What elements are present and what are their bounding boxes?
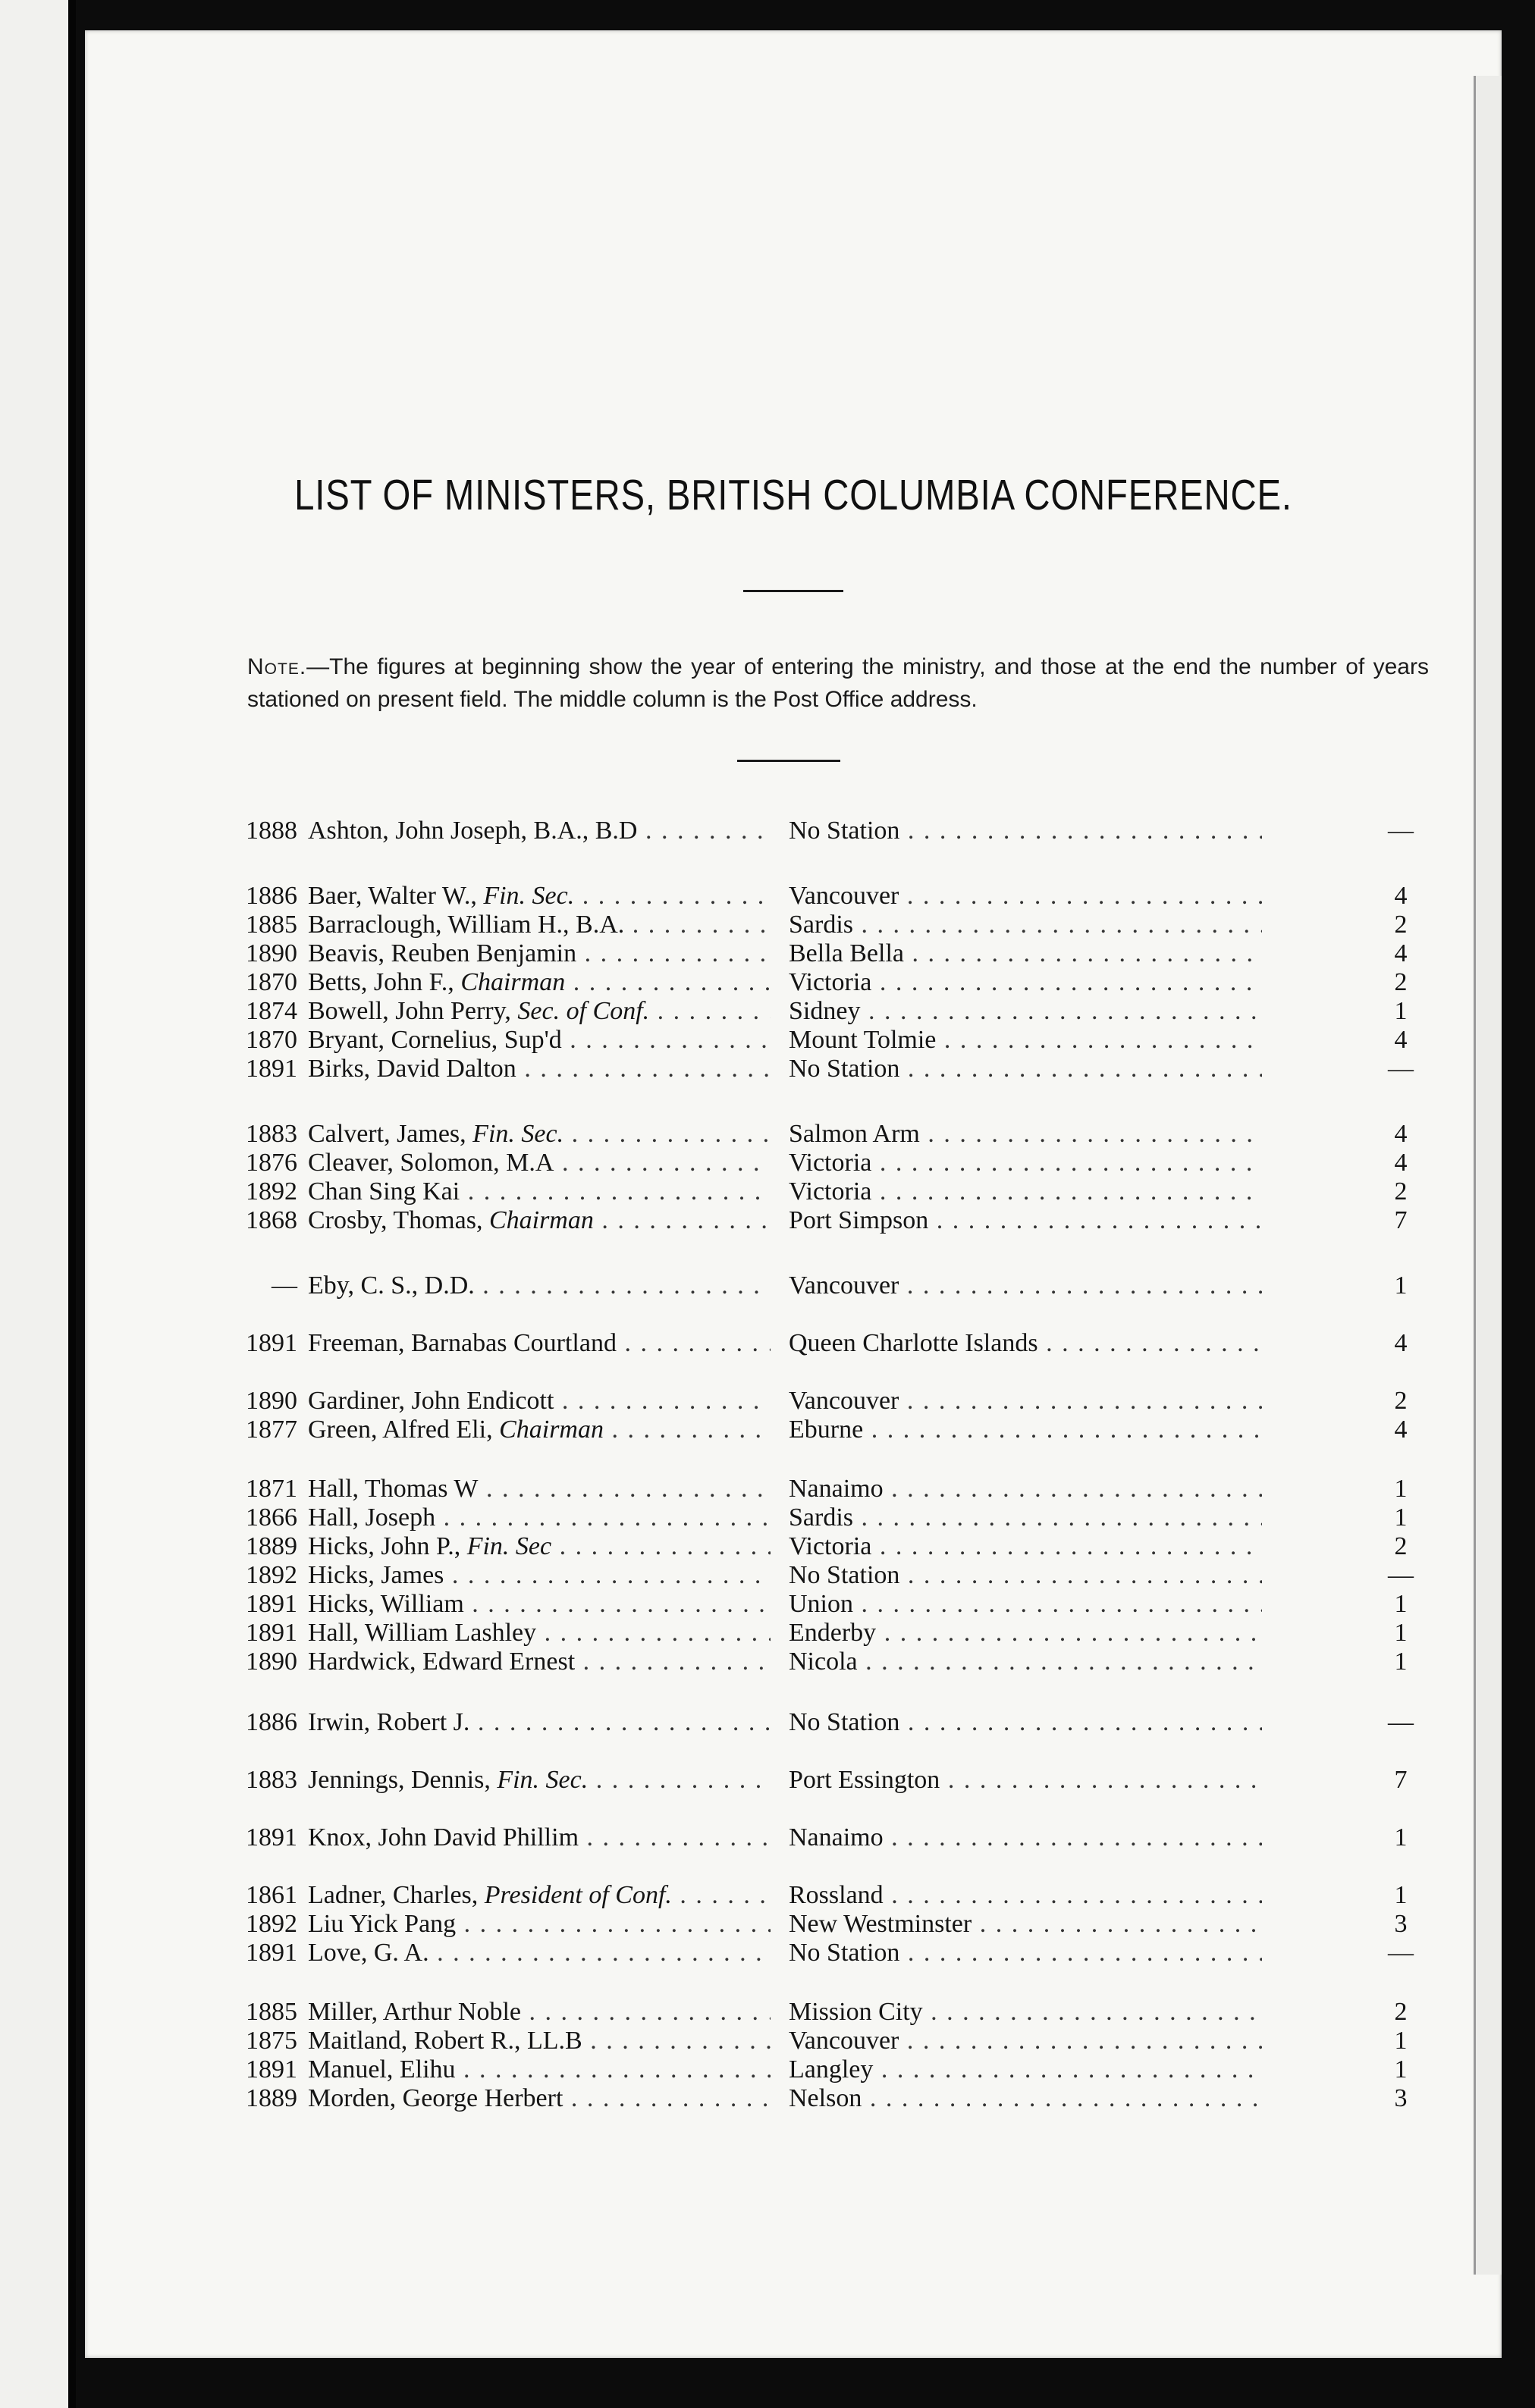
- post-office-address: Victoria . . .: [789, 1177, 1262, 1207]
- years-stationed: 2: [1394, 911, 1408, 939]
- years-stationed: 3: [1394, 2084, 1408, 2112]
- minister-name-text: Liu Yick Pang: [308, 1910, 457, 1938]
- minister-name-text: Cleaver, Solomon, M.A: [308, 1149, 554, 1177]
- minister-office-title: Fin. Sec.: [497, 1766, 589, 1794]
- minister-name-text: Freeman, Barnabas Courtland: [308, 1329, 617, 1357]
- years-stationed: 4: [1394, 1416, 1408, 1444]
- years-stationed: —: [1388, 817, 1414, 845]
- minister-name: [308, 1206, 771, 1236]
- years-stationed: 3: [1394, 1910, 1408, 1938]
- entry-year: 1891: [246, 1055, 297, 1083]
- entry-year: 1892: [246, 1177, 297, 1206]
- minister-row: [238, 1328, 1426, 1359]
- minister-name: [308, 1880, 771, 1911]
- minister-row: [238, 1474, 1426, 1504]
- post-office-address: Port Essington . . .: [789, 1765, 1262, 1795]
- post-office-address: New Westminster . . .: [789, 1909, 1262, 1939]
- post-office-address: No Station . . .: [789, 1054, 1262, 1084]
- minister-name: [308, 1119, 771, 1149]
- minister-name: [308, 1271, 771, 1301]
- minister-name-text: Hicks, John P.,: [308, 1532, 467, 1560]
- post-office-address: Vancouver . . .: [789, 881, 1262, 911]
- minister-name-text: Green, Alfred Eli,: [308, 1416, 500, 1444]
- minister-name: [308, 910, 771, 940]
- minister-row: [238, 1823, 1426, 1853]
- minister-name-text: Hall, William Lashley: [308, 1619, 537, 1647]
- minister-row: [238, 1177, 1426, 1207]
- years-stationed: —: [1388, 1561, 1414, 1589]
- minister-name: [308, 2026, 771, 2056]
- entry-year: 1890: [246, 939, 297, 967]
- post-office-address: No Station . . .: [789, 1938, 1262, 1968]
- entry-year: 1892: [246, 1910, 297, 1938]
- minister-name-text: Ladner, Charles,: [308, 1881, 485, 1909]
- entry-year: 1891: [246, 1939, 297, 1967]
- years-stationed: 4: [1394, 1149, 1408, 1177]
- minister-row: [238, 1025, 1426, 1055]
- minister-name-text: Hall, Thomas W: [308, 1475, 479, 1503]
- entry-year: 1876: [246, 1149, 297, 1177]
- minister-name: [308, 2083, 771, 2114]
- years-stationed: 1: [1394, 1590, 1408, 1618]
- years-stationed: 1: [1394, 1881, 1408, 1909]
- entry-year: 1892: [246, 1561, 297, 1589]
- minister-name-text: Irwin, Robert J.: [308, 1708, 470, 1736]
- minister-name-text: Manuel, Elihu: [308, 2055, 456, 2083]
- minister-name: [308, 1647, 771, 1677]
- minister-name: [308, 1025, 771, 1055]
- minister-name: [308, 1177, 771, 1207]
- minister-name-text: Birks, David Dalton: [308, 1055, 516, 1083]
- years-stationed: 2: [1394, 1532, 1408, 1560]
- post-office-address: Victoria . . .: [789, 1532, 1262, 1562]
- post-office-address: Enderby . . .: [789, 1618, 1262, 1648]
- years-stationed: 2: [1394, 1387, 1408, 1415]
- minister-row: [238, 2083, 1426, 2114]
- minister-name-text: Hicks, William: [308, 1590, 464, 1618]
- entry-year: 1889: [246, 1532, 297, 1560]
- entry-year: 1877: [246, 1416, 297, 1444]
- minister-name-text: Eby, C. S., D.D.: [308, 1271, 475, 1300]
- minister-name-text: Hall, Joseph: [308, 1503, 436, 1532]
- minister-name: [308, 1909, 771, 1939]
- entry-year: 1886: [246, 1708, 297, 1736]
- post-office-address: No Station . . .: [789, 1560, 1262, 1591]
- post-office-address: Vancouver . . .: [789, 1386, 1262, 1416]
- entry-year: 1891: [246, 1590, 297, 1618]
- minister-row: [238, 1618, 1426, 1648]
- entry-year: 1891: [246, 2055, 297, 2083]
- entry-year: 1870: [246, 1026, 297, 1054]
- minister-office-title: President of Conf.: [484, 1881, 672, 1909]
- minister-row: [238, 2026, 1426, 2056]
- entry-year: 1885: [246, 1998, 297, 2026]
- post-office-address: Port Simpson . . .: [789, 1206, 1262, 1236]
- entry-year: 1866: [246, 1503, 297, 1532]
- minister-name: [308, 1997, 771, 2027]
- minister-row: [238, 881, 1426, 911]
- minister-office-title: Fin. Sec.: [472, 1120, 564, 1148]
- years-stationed: 4: [1394, 1120, 1408, 1148]
- entry-year: 1883: [246, 1766, 297, 1794]
- years-stationed: 1: [1394, 2055, 1408, 2083]
- entry-year: 1890: [246, 1387, 297, 1415]
- post-office-address: Vancouver . . .: [789, 1271, 1262, 1301]
- entry-year: 1874: [246, 997, 297, 1025]
- years-stationed: 1: [1394, 1648, 1408, 1676]
- post-office-address: Union . . .: [789, 1589, 1262, 1619]
- note-lead: Note.: [247, 654, 307, 679]
- years-stationed: 1: [1394, 997, 1408, 1025]
- minister-name: [308, 996, 771, 1027]
- post-office-address: Sardis . . .: [789, 1503, 1262, 1533]
- minister-name-text: Baer, Walter W.,: [308, 882, 484, 910]
- minister-name: [308, 1707, 771, 1738]
- entry-year: 1888: [246, 817, 297, 845]
- minister-name-text: Love, G. A.: [308, 1939, 429, 1967]
- years-stationed: 4: [1394, 1329, 1408, 1357]
- years-stationed: 4: [1394, 1026, 1408, 1054]
- minister-name: [308, 967, 771, 998]
- minister-row: [238, 2055, 1426, 2085]
- minister-row: [238, 1415, 1426, 1445]
- minister-row: [238, 816, 1426, 846]
- entry-year: 1870: [246, 968, 297, 996]
- page-title: LIST OF MINISTERS, BRITISH COLUMBIA CONFERENCE.: [294, 471, 1292, 519]
- post-office-address: Victoria . . .: [789, 1148, 1262, 1178]
- minister-row: [238, 1148, 1426, 1178]
- adjacent-page-edge: [0, 0, 76, 2408]
- minister-name: [308, 1503, 771, 1533]
- minister-row: [238, 1503, 1426, 1533]
- minister-row: [238, 1589, 1426, 1619]
- post-office-address: Nelson . . .: [789, 2083, 1262, 2114]
- entry-year: 1885: [246, 911, 297, 939]
- minister-name: [308, 1328, 771, 1359]
- years-stationed: 2: [1394, 968, 1408, 996]
- post-office-address: Sardis . . .: [789, 910, 1262, 940]
- post-office-address: Sidney . . .: [789, 996, 1262, 1027]
- minister-name-text: Gardiner, John Endicott: [308, 1387, 554, 1415]
- minister-name: [308, 816, 771, 846]
- minister-row: [238, 1997, 1426, 2027]
- minister-name-text: Knox, John David Phillim: [308, 1823, 579, 1851]
- post-office-address: Langley . . .: [789, 2055, 1262, 2085]
- minister-name-text: Jennings, Dennis,: [308, 1766, 498, 1794]
- post-office-address: No Station . . .: [789, 1707, 1262, 1738]
- minister-row: [238, 1647, 1426, 1677]
- minister-name-text: Betts, John F.,: [308, 968, 461, 996]
- minister-row: [238, 939, 1426, 969]
- post-office-address: Nanaimo . . .: [789, 1823, 1262, 1853]
- minister-office-title: Sec. of Conf.: [517, 997, 650, 1025]
- minister-name: [308, 1618, 771, 1648]
- years-stationed: —: [1388, 1939, 1414, 1967]
- minister-name: [308, 881, 771, 911]
- years-stationed: —: [1388, 1708, 1414, 1736]
- years-stationed: 2: [1394, 1998, 1408, 2026]
- minister-name-text: Chan Sing Kai: [308, 1177, 460, 1206]
- minister-row: [238, 1119, 1426, 1149]
- entry-year: 1891: [246, 1619, 297, 1647]
- minister-name-text: Barraclough, William H., B.A.: [308, 911, 625, 939]
- minister-office-title: Fin. Sec: [466, 1532, 552, 1560]
- minister-row: [238, 1560, 1426, 1591]
- minister-row: [238, 1386, 1426, 1416]
- years-stationed: 1: [1394, 2027, 1408, 2055]
- minister-name-text: Maitland, Robert R., LL.B: [308, 2027, 582, 2055]
- post-office-address: Vancouver . . .: [789, 2026, 1262, 2056]
- minister-row: [238, 1271, 1426, 1301]
- post-office-address: Bella Bella . . .: [789, 939, 1262, 969]
- minister-name: [308, 1532, 771, 1562]
- minister-row: [238, 1880, 1426, 1911]
- minister-name: [308, 1474, 771, 1504]
- post-office-address: No Station . . .: [789, 816, 1262, 846]
- minister-name: [308, 1415, 771, 1445]
- entry-year: 1889: [246, 2084, 297, 2112]
- entry-year: 1875: [246, 2027, 297, 2055]
- minister-name-text: Calvert, James,: [308, 1120, 473, 1148]
- post-office-address: Mission City . . .: [789, 1997, 1262, 2027]
- minister-name: [308, 1054, 771, 1084]
- minister-office-title: Chairman: [460, 968, 566, 996]
- minister-name-text: Crosby, Thomas,: [308, 1206, 489, 1234]
- minister-name: [308, 939, 771, 969]
- years-stationed: 7: [1394, 1206, 1408, 1234]
- post-office-address: Nicola . . .: [789, 1647, 1262, 1677]
- minister-row: [238, 996, 1426, 1027]
- minister-row: [238, 1938, 1426, 1968]
- years-stationed: 7: [1394, 1766, 1408, 1794]
- post-office-address: Victoria . . .: [789, 967, 1262, 998]
- minister-office-title: Fin. Sec.: [483, 882, 575, 910]
- minister-name-text: Bowell, John Perry,: [308, 997, 518, 1025]
- minister-row: [238, 967, 1426, 998]
- entry-year: 1871: [246, 1475, 297, 1503]
- minister-office-title: Chairman: [499, 1416, 604, 1444]
- entry-year: 1883: [246, 1120, 297, 1148]
- minister-name: [308, 1765, 771, 1795]
- minister-row: [238, 1532, 1426, 1562]
- post-office-address: Nanaimo . . .: [789, 1474, 1262, 1504]
- years-stationed: 1: [1394, 1475, 1408, 1503]
- post-office-address: Salmon Arm . . .: [789, 1119, 1262, 1149]
- minister-name: [308, 1938, 771, 1968]
- minister-name: [308, 2055, 771, 2085]
- post-office-address: Queen Charlotte Islands . . .: [789, 1328, 1262, 1359]
- minister-name-text: Beavis, Reuben Benjamin: [308, 939, 577, 967]
- minister-row: [238, 910, 1426, 940]
- years-stationed: 4: [1394, 939, 1408, 967]
- minister-list: [85, 30, 1502, 2358]
- minister-name: [308, 1386, 771, 1416]
- entry-year: —: [272, 1271, 297, 1300]
- entry-year: 1886: [246, 882, 297, 910]
- minister-name-text: Miller, Arthur Noble: [308, 1998, 521, 2026]
- entry-year: 1890: [246, 1648, 297, 1676]
- post-office-address: Eburne . . .: [789, 1415, 1262, 1445]
- years-stationed: 1: [1394, 1823, 1408, 1851]
- entry-year: 1891: [246, 1329, 297, 1357]
- document-page: [85, 30, 1502, 2358]
- minister-name-text: Hicks, James: [308, 1561, 444, 1589]
- minister-name: [308, 1589, 771, 1619]
- post-office-address: Rossland . . .: [789, 1880, 1262, 1911]
- minister-row: [238, 1707, 1426, 1738]
- minister-row: [238, 1206, 1426, 1236]
- minister-name: [308, 1823, 771, 1853]
- minister-office-title: Chairman: [488, 1206, 594, 1234]
- years-stationed: —: [1388, 1055, 1414, 1083]
- entry-year: 1861: [246, 1881, 297, 1909]
- minister-row: [238, 1765, 1426, 1795]
- entry-year: 1868: [246, 1206, 297, 1234]
- years-stationed: 1: [1394, 1271, 1408, 1300]
- minister-name-text: Hardwick, Edward Ernest: [308, 1648, 576, 1676]
- years-stationed: 4: [1394, 882, 1408, 910]
- years-stationed: 2: [1394, 1177, 1408, 1206]
- minister-name-text: Ashton, John Joseph, B.A., B.D: [308, 817, 638, 845]
- minister-row: [238, 1054, 1426, 1084]
- years-stationed: 1: [1394, 1503, 1408, 1532]
- entry-year: 1891: [246, 1823, 297, 1851]
- minister-name: [308, 1148, 771, 1178]
- post-office-address: Mount Tolmie . . .: [789, 1025, 1262, 1055]
- minister-name-text: Bryant, Cornelius, Sup'd: [308, 1026, 562, 1054]
- minister-row: [238, 1909, 1426, 1939]
- minister-name: [308, 1560, 771, 1591]
- minister-name-text: Morden, George Herbert: [308, 2084, 563, 2112]
- years-stationed: 1: [1394, 1619, 1408, 1647]
- note-text: —The figures at beginning show the year of entering the ministry, and those at the end the number of years stationed on present field. The middle column is the Post Office address.: [247, 654, 1429, 712]
